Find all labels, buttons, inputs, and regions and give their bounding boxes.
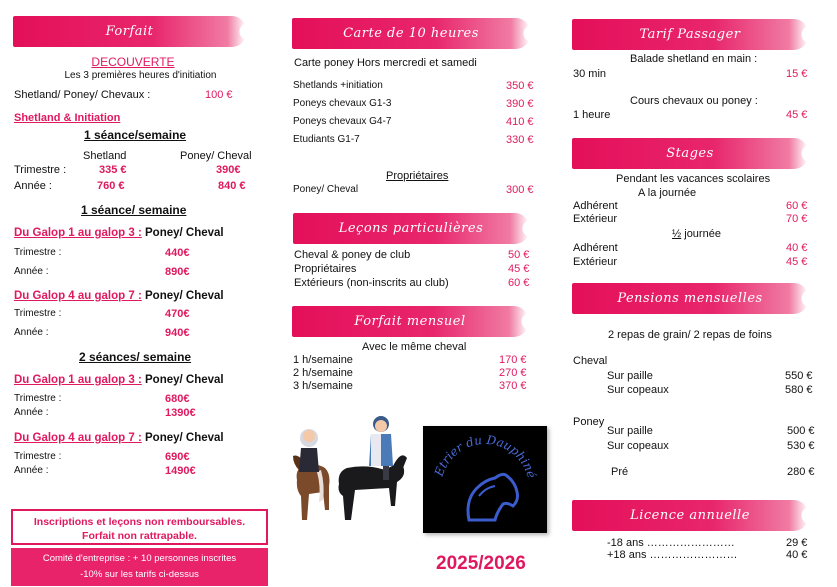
poney-cheval-label: Poney/ Cheval — [145, 374, 224, 386]
proprietaires-label: Poney/ Cheval — [293, 184, 359, 195]
stages-intro1: Pendant les vacances scolaires — [616, 173, 771, 185]
banner-mensuel — [292, 306, 528, 337]
carte-intro: Carte poney Hors mercredi et samedi — [294, 57, 477, 69]
journee-item-label: Adhérent — [573, 200, 618, 212]
galop13-label: Du Galop 1 au galop 3 : — [14, 227, 142, 239]
lecon-item-label: Extérieurs (non-inscrits au club) — [294, 277, 449, 289]
col-poney-header: Poney/ Cheval — [180, 150, 252, 162]
banner-forfait — [13, 16, 246, 47]
trimestre-label: Trimestre : — [14, 247, 62, 258]
galop13b-heading — [14, 374, 224, 386]
decouverte-label: Shetland/ Poney/ Chevaux : — [14, 89, 151, 101]
banner-title: Forfait mensuel — [354, 314, 466, 329]
trimestre-label: Trimestre : — [14, 451, 62, 462]
lecon-item-price: 50 € — [508, 249, 530, 261]
decouverte-title: DECOUVERTE — [91, 55, 175, 69]
seance2-title: 2 séances/ semaine — [79, 350, 192, 364]
journee-item-price: 70 € — [786, 213, 808, 225]
banner-stages — [572, 138, 808, 169]
carte-item-label: Poneys chevaux G4-7 — [293, 116, 392, 127]
pensions-intro: 2 repas de grain/ 2 repas de foins — [608, 329, 772, 341]
mensuel-item-label: 2 h/semaine — [293, 367, 353, 379]
journee-item-label: Extérieur — [573, 213, 618, 225]
annee-label: Année : — [14, 180, 52, 192]
annee-label: Année : — [14, 327, 49, 338]
trimestre-label: Trimestre : — [14, 393, 62, 404]
lecon-item-label: Propriétaires — [294, 263, 357, 275]
seance1-title: 1 séance/semaine — [84, 128, 187, 142]
logo-text: Etrier du Dauphiné — [431, 432, 539, 480]
demi-item-label: Extérieur — [573, 256, 618, 268]
banner-title: Leçons particulières — [338, 221, 484, 236]
demi-item-label: Adhérent — [573, 242, 618, 254]
carte-item-label: Shetlands +initiation — [293, 80, 383, 91]
comite-line1: Comité d'entreprise : + 10 personnes inscrites — [42, 553, 237, 564]
carte-item-price: 350 € — [506, 80, 534, 92]
cours-price: 45 € — [786, 109, 808, 121]
banner-pensions — [572, 283, 808, 314]
notice-line2: Forfait non rattrapable. — [82, 530, 197, 542]
carte-item-price: 390 € — [506, 98, 534, 110]
cheval-item-label: Sur copeaux — [607, 384, 669, 396]
g47b-tri-price: 690€ — [165, 451, 190, 463]
poney-item-price: 500 € — [787, 425, 815, 437]
tri-poney-price: 390€ — [216, 164, 241, 176]
banner-passager — [572, 19, 808, 50]
banner-title: Pensions mensuelles — [617, 291, 763, 306]
trimestre-label: Trimestre : — [14, 308, 62, 319]
banner-title: Forfait — [105, 24, 154, 39]
licence-item-label: +18 ans …………………… — [607, 549, 738, 561]
galop13-heading — [14, 227, 224, 239]
annee-label: Année : — [14, 266, 49, 277]
galop47-heading — [14, 290, 224, 302]
banner-carte — [292, 18, 530, 49]
g13-tri-price: 440€ — [165, 247, 190, 259]
seance1b-title: 1 séance/ semaine — [81, 203, 187, 217]
poney-label: Poney — [573, 416, 605, 428]
demi-item-price: 40 € — [786, 242, 808, 254]
demi-fraction: ½ — [672, 228, 682, 240]
mensuel-item-price: 170 € — [499, 354, 527, 366]
children-ponies-illustration — [285, 410, 415, 540]
poney-item-label: Pré — [611, 466, 629, 478]
lecon-item-price: 60 € — [508, 277, 530, 289]
licence-item-label: -18 ans …………………… — [607, 537, 735, 549]
children-ponies-photo — [285, 410, 415, 540]
ann-shetland-price: 760 € — [97, 180, 125, 192]
banner-lecons — [293, 213, 529, 244]
lecon-item-label: Cheval & poney de club — [294, 249, 411, 261]
comite-box — [11, 548, 268, 586]
poney-cheval-label: Poney/ Cheval — [145, 432, 224, 444]
journee-item-price: 60 € — [786, 200, 808, 212]
tri-shetland-price: 335 € — [99, 164, 127, 176]
season-year: 2025/2026 — [436, 553, 526, 574]
mensuel-item-price: 370 € — [499, 380, 527, 392]
notice-line1: Inscriptions et leçons non remboursables. — [33, 516, 246, 528]
poney-item-label: Sur copeaux — [607, 440, 669, 452]
carte-item-label: Poneys chevaux G1-3 — [293, 98, 392, 109]
lecon-item-price: 45 € — [508, 263, 530, 275]
balade-price: 15 € — [786, 68, 808, 80]
notice-box — [11, 509, 268, 545]
g13b-ann-price: 1390€ — [165, 407, 196, 419]
g13b-tri-price: 680€ — [165, 393, 190, 405]
mensuel-item-label: 3 h/semaine — [293, 380, 353, 392]
licence-item-price: 29 € — [786, 537, 808, 549]
trimestre-label: Trimestre : — [14, 164, 67, 176]
carte-item-label: Etudiants G1-7 — [293, 134, 360, 145]
cheval-label: Cheval — [573, 355, 608, 367]
decouverte-price: 100 € — [205, 89, 233, 101]
poney-cheval-label: Poney/ Cheval — [145, 227, 224, 239]
banner-title: Stages — [666, 146, 714, 161]
decouverte-subtitle: Les 3 premières heures d'initiation — [64, 70, 217, 81]
g47-ann-price: 940€ — [165, 327, 190, 339]
proprietaires-title: Propriétaires — [386, 170, 449, 182]
demi-item-price: 45 € — [786, 256, 808, 268]
cheval-item-price: 580 € — [785, 384, 813, 396]
banner-title: Carte de 10 heures — [343, 26, 479, 41]
demi-journee-title — [672, 228, 721, 240]
balade-label: 30 min — [573, 68, 607, 80]
cheval-item-label: Sur paille — [607, 370, 653, 382]
horse-head-logo-icon — [423, 426, 547, 533]
banner-title: Tarif Passager — [639, 27, 741, 42]
cours-label: 1 heure — [573, 109, 611, 121]
licence-item-price: 40 € — [786, 549, 808, 561]
proprietaires-price: 300 € — [506, 184, 534, 196]
mensuel-intro: Avec le même cheval — [362, 341, 467, 353]
galop47b-heading — [14, 432, 224, 444]
g47-tri-price: 470€ — [165, 308, 190, 320]
galop13-label: Du Galop 1 au galop 3 : — [14, 374, 142, 386]
mensuel-item-price: 270 € — [499, 367, 527, 379]
banner-licence — [572, 500, 808, 531]
carte-item-price: 330 € — [506, 134, 534, 146]
col-shetland-header: Shetland — [83, 150, 127, 162]
cours-title: Cours chevaux ou poney : — [630, 95, 758, 107]
poney-item-price: 280 € — [787, 466, 815, 478]
stages-intro2: A la journée — [638, 187, 697, 199]
poney-item-price: 530 € — [787, 440, 815, 452]
annee-label: Année : — [14, 465, 49, 476]
shetland-initiation-title: Shetland & Initiation — [14, 112, 121, 124]
poney-cheval-label: Poney/ Cheval — [145, 290, 224, 302]
galop47-label: Du Galop 4 au galop 7 : — [14, 432, 142, 444]
cheval-item-price: 550 € — [785, 370, 813, 382]
comite-line2: -10% sur les tarifs ci-dessus — [80, 569, 199, 580]
banner-title: Licence annuelle — [630, 508, 750, 523]
g47b-ann-price: 1490€ — [165, 465, 196, 477]
ann-poney-price: 840 € — [218, 180, 246, 192]
balade-title: Balade shetland en main : — [630, 53, 758, 65]
poney-item-label: Sur paille — [607, 425, 653, 437]
club-logo — [423, 426, 547, 533]
galop47-label: Du Galop 4 au galop 7 : — [14, 290, 142, 302]
g13-ann-price: 890€ — [165, 266, 190, 278]
annee-label: Année : — [14, 407, 49, 418]
demi-rest: journée — [681, 228, 721, 240]
mensuel-item-label: 1 h/semaine — [293, 354, 353, 366]
carte-item-price: 410 € — [506, 116, 534, 128]
